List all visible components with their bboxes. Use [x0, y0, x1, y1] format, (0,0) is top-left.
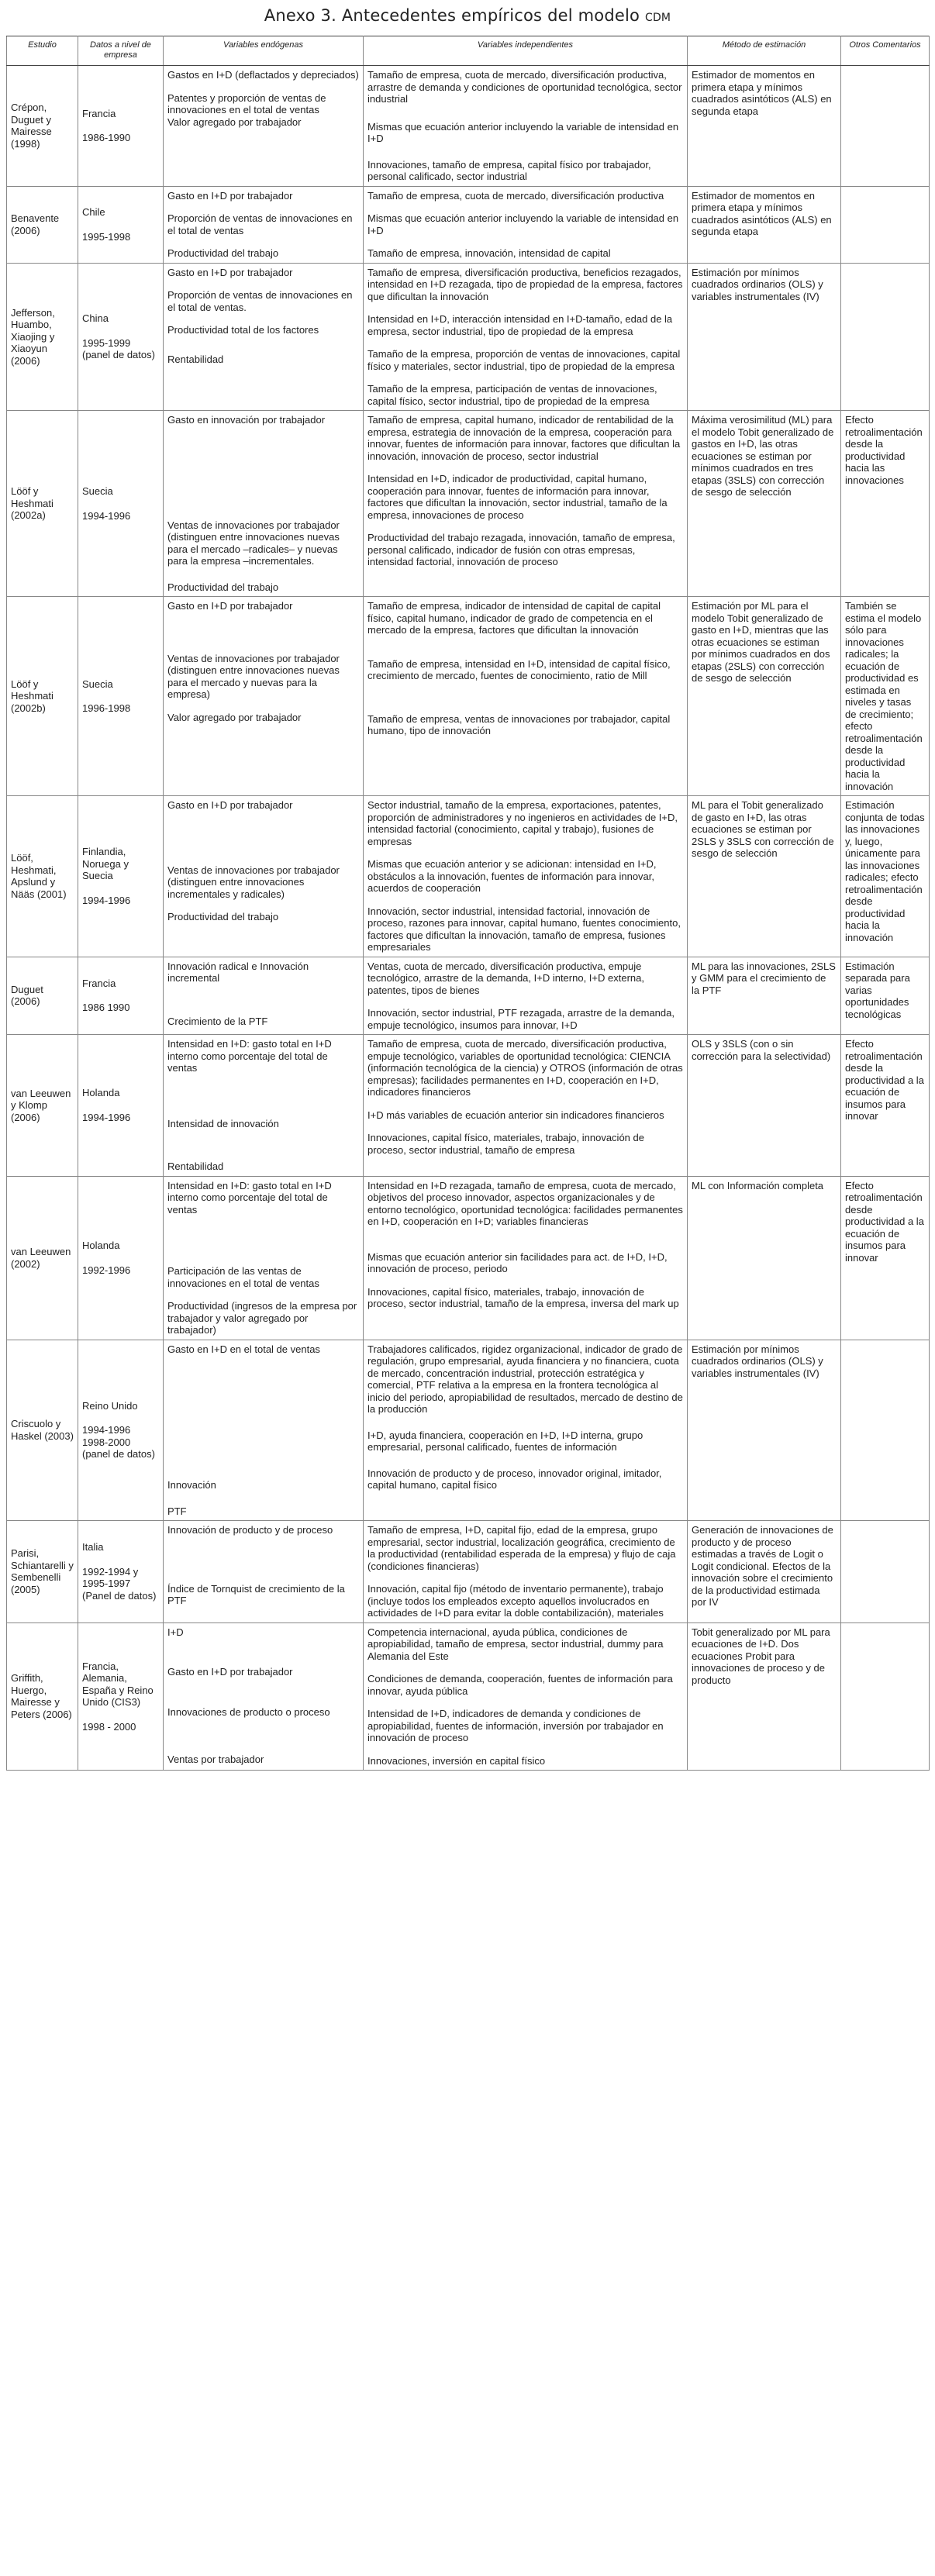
- firm-data-cell: [78, 957, 164, 1035]
- independent-cell: [364, 597, 688, 796]
- firm-paragraph: 1986 1990: [82, 1002, 130, 1014]
- header-method: Método de estimación: [688, 36, 841, 66]
- endogenous-cell: [164, 957, 364, 1035]
- other-paragraph: Efecto retroalimentación desde la productividad hacia las innovaciones: [845, 414, 923, 486]
- indep-paragraph: I+D más variables de ecuación anterior sin indicadores financieros: [367, 1109, 664, 1121]
- endog-paragraph: Ventas de innovaciones por trabajador (distinguen entre innovaciones nuevas para el mercado y nuevas para la empresa): [167, 652, 340, 700]
- firm-data-cell: [78, 411, 164, 597]
- title-model-abbrev: CDM: [644, 12, 671, 24]
- method-cell: [688, 186, 841, 263]
- indep-paragraph: Tamaño de empresa, cuota de mercado, diversificación productiva: [367, 189, 664, 202]
- table-row: [7, 66, 930, 187]
- method-paragraph: Estimación por ML para el modelo Tobit generalizado de gasto en I+D, mientras que las otras ecuaciones se estiman por mínimos cuadrados en dos etapas (2SLS) con corrección de sesgo de selección: [692, 600, 830, 684]
- comments-cell: [841, 263, 930, 411]
- method-paragraph: Estimación por mínimos cuadrados ordinarios (OLS) y variables instrumentales (IV): [692, 266, 823, 302]
- indep-paragraph: Intensidad en I+D, indicador de productividad, capital humano, cooperación para innovar, fuentes de información para innovar, factores que dificultan la innovación, sector industrial, tamaño de la empresa, innovaciones de proceso: [367, 473, 668, 521]
- firm-paragraph: Holanda: [82, 1087, 120, 1099]
- method-paragraph: ML para las innovaciones, 2SLS y GMM para el crecimiento de la PTF: [692, 960, 836, 996]
- endog-paragraph: Gasto en I+D por trabajador: [167, 189, 293, 202]
- table-row: [7, 263, 930, 411]
- indep-paragraph: Trabajadores calificados, rigidez organizacional, indicador de grado de regulación, grupo empresarial, ayuda financiera y no financiera, cuota de mercado, concentración industrial, protección estratégica y comercial, PTF relativa a la empresa en la frontera tecnológica al inicio del periodo, apropiabilidad de resultados, mercado de destino de la producción: [367, 1343, 683, 1415]
- independent-cell: [364, 263, 688, 411]
- endog-paragraph: Ventas por trabajador: [167, 1754, 264, 1765]
- indep-paragraph: Competencia internacional, ayuda pública, condiciones de apropiabilidad, tamaño de empresa, sector industrial, dummy para Alemania del Este: [367, 1626, 664, 1662]
- study-cell: Griffith, Huergo, Mairesse y Peters (2006): [7, 1623, 78, 1771]
- endogenous-cell: [164, 411, 364, 597]
- indep-paragraph: Innovación, capital fijo (método de inventario permanente), trabajo (incluye todos los empleados excepto aquellos involucrados en actividades de I+D para evitar la doble contabilización), materiales: [367, 1583, 664, 1619]
- endog-paragraph: Intensidad en I+D: gasto total en I+D interno como porcentaje del total de ventas: [167, 1038, 332, 1074]
- endog-paragraph: Rentabilidad: [167, 1160, 224, 1172]
- independent-cell: [364, 186, 688, 263]
- indep-paragraph: Sector industrial, tamaño de la empresa, exportaciones, patentes, proporción de administradores y no ingenieros en actividades de I+D, intensidad factorial (conocimiento, capital y trabajo), fusiones de empresas: [367, 799, 678, 847]
- study-cell: Lööf, Heshmati, Apslund y Nääs (2001): [7, 796, 78, 957]
- firm-paragraph: Francia: [82, 107, 116, 119]
- indep-paragraph: Innovaciones, capital físico, materiales, trabajo, innovación de proceso, sector industrial, tamaño de empresa: [367, 1132, 644, 1156]
- firm-data-cell: [78, 796, 164, 957]
- endog-paragraph: Valor agregado por trabajador: [167, 711, 302, 723]
- indep-paragraph: Innovación de producto y de proceso, innovador original, imitador, capital humano, capital físico: [367, 1467, 662, 1491]
- comments-cell: [841, 1521, 930, 1623]
- firm-paragraph: Francia, Alemania, España y Reino Unido (CIS3): [82, 1660, 154, 1708]
- firm-paragraph: 1995-1998: [82, 230, 131, 243]
- indep-paragraph: Innovaciones, inversión en capital físico: [367, 1754, 546, 1767]
- endogenous-cell: [164, 263, 364, 411]
- firm-paragraph: Finlandia, Noruega y Suecia: [82, 846, 129, 882]
- table-row: [7, 1521, 930, 1623]
- independent-cell: [364, 1035, 688, 1177]
- firm-paragraph: Holanda: [82, 1240, 120, 1251]
- comments-cell: [841, 1035, 930, 1177]
- endog-paragraph: Innovación radical e Innovación incremental: [167, 960, 309, 984]
- endog-paragraph: Ventas de innovaciones por trabajador (distinguen entre innovaciones nuevas para el mercado –radicales– y nuevas para la empresa –incrementales.: [167, 519, 340, 567]
- endog-paragraph: Gastos en I+D (deflactados y depreciados): [167, 69, 359, 81]
- other-paragraph: Efecto retroalimentación desde la productividad a la ecuación de insumos para innovar: [845, 1038, 924, 1122]
- indep-paragraph: Productividad del trabajo rezagada, innovación, tamaño de empresa, personal calificado, indicador de fusión con otras empresas, intensidad factorial, innovación de proceso: [367, 532, 675, 567]
- indep-paragraph: Intensidad de I+D, indicadores de demanda y condiciones de apropiabilidad, fuentes de información, inversión por trabajador en innovación de proceso: [367, 1708, 664, 1743]
- independent-cell: [364, 1176, 688, 1340]
- endog-paragraph: Intensidad de innovación: [167, 1117, 279, 1129]
- method-paragraph: ML con Información completa: [692, 1179, 824, 1191]
- empirical-antecedents-table: [6, 36, 930, 1771]
- method-cell: [688, 66, 841, 187]
- comments-cell: [841, 957, 930, 1035]
- independent-cell: [364, 411, 688, 597]
- firm-paragraph: China: [82, 312, 109, 324]
- indep-paragraph: Tamaño de empresa, I+D, capital fijo, edad de la empresa, grupo empresarial, sector industrial, localización geográfica, crecimiento de la productividad (rentabilidad esperada de la empresa) y flujo de caja (condiciones financieras): [367, 1524, 676, 1572]
- table-header-row: [7, 36, 930, 66]
- endogenous-cell: [164, 1035, 364, 1177]
- endog-paragraph: Gasto en I+D por trabajador: [167, 266, 293, 278]
- header-study: Estudio: [7, 36, 78, 66]
- firm-paragraph: 1994-1996: [82, 1111, 131, 1123]
- independent-cell: [364, 796, 688, 957]
- firm-data-cell: [78, 66, 164, 187]
- firm-paragraph: 1986-1990: [82, 132, 131, 144]
- study-cell: van Leeuwen (2002): [7, 1176, 78, 1340]
- endogenous-cell: [164, 597, 364, 796]
- firm-paragraph: 1998 - 2000: [82, 1720, 136, 1733]
- table-row: [7, 1340, 930, 1521]
- title-text: Anexo 3. Antecedentes empíricos del modelo: [264, 6, 640, 25]
- study-cell: Parisi, Schiantarelli y Sembenelli (2005): [7, 1521, 78, 1623]
- endogenous-cell: [164, 186, 364, 263]
- indep-paragraph: Innovaciones, capital físico, materiales, trabajo, innovación de proceso, sector industrial, tamaño de la empresa, inversa del mark up: [367, 1285, 679, 1309]
- indep-paragraph: Innovaciones, tamaño de empresa, capital físico por trabajador, personal calificado, sector industrial: [367, 158, 651, 182]
- table-row: [7, 186, 930, 263]
- endog-paragraph: Productividad del trabajo: [167, 581, 279, 593]
- firm-paragraph: 1995-1999 (panel de datos): [82, 336, 155, 360]
- endog-paragraph: Gasto en I+D por trabajador: [167, 600, 293, 612]
- indep-paragraph: Tamaño de empresa, ventas de innovaciones por trabajador, capital humano, tipo de innovación: [367, 712, 671, 736]
- study-cell: Benavente (2006): [7, 186, 78, 263]
- endogenous-cell: [164, 796, 364, 957]
- firm-data-cell: [78, 1340, 164, 1521]
- firm-data-cell: [78, 1035, 164, 1177]
- indep-paragraph: Tamaño de empresa, capital humano, indicador de rentabilidad de la empresa, estrategia de innovación de la empresa, cooperación para innovar, fuentes de información para innovar, factores que dificultan la innovación, innovación de proceso, sector industrial: [367, 414, 681, 462]
- endog-paragraph: Gasto en I+D por trabajador: [167, 1666, 293, 1678]
- endog-paragraph: Productividad total de los factores: [167, 324, 319, 336]
- comments-cell: [841, 1623, 930, 1771]
- endog-paragraph: Crecimiento de la PTF: [167, 1015, 268, 1027]
- method-paragraph: Máxima verosimilitud (ML) para el modelo Tobit generalizado de gastos en I+D, las otras ecuaciones se estiman por mínimos cuadrados en tres etapas (3SLS) con corrección de sesgo de selección: [692, 414, 834, 498]
- endog-paragraph: Productividad (ingresos de la empresa por trabajador y valor agregado por trabajador): [167, 1300, 357, 1336]
- endog-paragraph: Gasto en I+D en el total de ventas: [167, 1343, 320, 1355]
- indep-paragraph: Tamaño de empresa, diversificación productiva, beneficios rezagados, intensidad en I+D rezagada, tipo de propiedad de la empresa, factores que dificultan la innovación: [367, 266, 683, 302]
- indep-paragraph: Intensidad en I+D rezagada, tamaño de empresa, cuota de mercado, objetivos del proceso innovador, aspectos organizacionales y de entorno tecnológico, oportunidad tecnológica: facilidades permanentes en I+D, cooperación en I+D; variables financieras: [367, 1179, 683, 1227]
- firm-paragraph: 1994-1996 1998-2000 (panel de datos): [82, 1424, 155, 1460]
- method-cell: [688, 1340, 841, 1521]
- comments-cell: [841, 1176, 930, 1340]
- study-cell: Jefferson, Huambo, Xiaojing y Xiaoyun (2006): [7, 263, 78, 411]
- endog-paragraph: Intensidad en I+D: gasto total en I+D interno como porcentaje del total de ventas: [167, 1179, 332, 1216]
- header-endogenous: Variables endógenas: [164, 36, 364, 66]
- firm-paragraph: Reino Unido: [82, 1399, 138, 1412]
- independent-cell: [364, 66, 688, 187]
- firm-paragraph: Suecia: [82, 678, 113, 690]
- table-row: [7, 1176, 930, 1340]
- header-independent: Variables independientes: [364, 36, 688, 66]
- independent-cell: [364, 1623, 688, 1771]
- firm-paragraph: 1994-1996: [82, 509, 131, 522]
- table-row: [7, 1623, 930, 1771]
- method-cell: [688, 411, 841, 597]
- comments-cell: [841, 796, 930, 957]
- indep-paragraph: Mismas que ecuación anterior y se adicionan: intensidad en I+D, obstáculos a la innovación, fuentes de información para innovar, acuerdos de cooperación: [367, 858, 657, 894]
- method-paragraph: OLS y 3SLS (con o sin corrección para la selectividad): [692, 1038, 831, 1062]
- independent-cell: [364, 1340, 688, 1521]
- table-row: [7, 597, 930, 796]
- study-cell: Lööf y Heshmati (2002a): [7, 411, 78, 597]
- endog-paragraph: Participación de las ventas de innovaciones en el total de ventas: [167, 1265, 319, 1289]
- method-cell: [688, 796, 841, 957]
- indep-paragraph: Mismas que ecuación anterior incluyendo la variable de intensidad en I+D: [367, 120, 679, 144]
- table-row: [7, 1035, 930, 1177]
- endog-paragraph: Proporción de ventas de innovaciones en el total de ventas: [167, 212, 353, 236]
- endog-paragraph: Innovaciones de producto o proceso: [167, 1705, 330, 1718]
- firm-data-cell: [78, 1623, 164, 1771]
- method-paragraph: ML para el Tobit generalizado de gasto en I+D, las otras ecuaciones se estiman por 2SLS y 3SLS con corrección de sesgo de selección: [692, 799, 834, 859]
- comments-cell: [841, 186, 930, 263]
- header-firm-data: Datos a nivel de empresa: [78, 36, 164, 66]
- endogenous-cell: [164, 1176, 364, 1340]
- method-cell: [688, 957, 841, 1035]
- other-paragraph: También se estima el modelo sólo para innovaciones radicales; la ecuación de productividad es estimada en niveles y tasas de crecimiento; efecto retroalimentación desde la productividad hacia la innovación: [845, 600, 923, 792]
- indep-paragraph: Tamaño de empresa, innovación, intensidad de capital: [367, 247, 611, 259]
- indep-paragraph: Mismas que ecuación anterior sin facilidades para act. de I+D, I+D, innovación de proceso, periodo: [367, 1250, 668, 1274]
- endog-paragraph: I+D: [167, 1626, 184, 1638]
- firm-data-cell: [78, 186, 164, 263]
- endog-paragraph: Proporción de ventas de innovaciones en el total de ventas.: [167, 289, 353, 313]
- endog-paragraph: Valor agregado por trabajador: [167, 116, 302, 128]
- firm-paragraph: Italia: [82, 1541, 104, 1554]
- indep-paragraph: Intensidad en I+D, interacción intensidad en I+D-tamaño, edad de la empresa, sector industrial, tipo de propiedad de la empresa: [367, 313, 673, 337]
- method-paragraph: Estimador de momentos en primera etapa y mínimos cuadrados asintóticos (ALS) en segunda etapa: [692, 69, 832, 117]
- indep-paragraph: Condiciones de demanda, cooperación, fuentes de información para innovar, ayuda pública: [367, 1673, 673, 1697]
- comments-cell: [841, 1340, 930, 1521]
- study-cell: Crépon, Duguet y Mairesse (1998): [7, 66, 78, 187]
- study-cell: van Leeuwen y Klomp (2006): [7, 1035, 78, 1177]
- endogenous-cell: [164, 1340, 364, 1521]
- method-paragraph: Tobit generalizado por ML para ecuaciones de I+D. Dos ecuaciones Probit para innovaciones de proceso y de producto: [692, 1626, 830, 1686]
- page-title: [6, 6, 929, 25]
- independent-cell: [364, 1521, 688, 1623]
- firm-paragraph: 1992-1996: [82, 1264, 131, 1276]
- endog-paragraph: Patentes y proporción de ventas de innovaciones en el total de ventas: [167, 91, 326, 116]
- endogenous-cell: [164, 1623, 364, 1771]
- method-cell: [688, 1176, 841, 1340]
- endogenous-cell: [164, 1521, 364, 1623]
- annex-sheet: [6, 6, 929, 1771]
- firm-data-cell: [78, 263, 164, 411]
- endog-paragraph: Innovación de producto y de proceso: [167, 1524, 333, 1536]
- study-cell: Criscuolo y Haskel (2003): [7, 1340, 78, 1521]
- table-row: [7, 796, 930, 957]
- indep-paragraph: Tamaño de empresa, intensidad en I+D, intensidad de capital físico, crecimiento de mercado, fuentes de conocimiento, ratio de Mill: [367, 657, 671, 681]
- endog-paragraph: Índice de Tornquist de crecimiento de la PTF: [167, 1582, 345, 1606]
- indep-paragraph: I+D, ayuda financiera, cooperación en I+D, I+D interna, grupo empresarial, personal calificado, fuentes de información: [367, 1429, 643, 1453]
- firm-data-cell: [78, 597, 164, 796]
- method-paragraph: Estimación por mínimos cuadrados ordinarios (OLS) y variables instrumentales (IV): [692, 1343, 823, 1379]
- endog-paragraph: Gasto en I+D por trabajador: [167, 799, 293, 811]
- method-cell: [688, 263, 841, 411]
- table-row: [7, 957, 930, 1035]
- indep-paragraph: Tamaño de empresa, indicador de intensidad de capital de capital físico, capital humano, indicador de grado de competencia en el mercado de la empresa, factores que dificultan la innovación: [367, 600, 661, 636]
- indep-paragraph: Tamaño de empresa, cuota de mercado, diversificación productiva, empuje tecnológico, variables de oportunidad tecnológica: CIENCIA (información tecnológica de la ciencia) y OTROS (información de otras empresas); facilidades permanentes en I+D, cooperación en I+D, indicadores financieros: [367, 1038, 683, 1098]
- endog-paragraph: Gasto en innovación por trabajador: [167, 414, 326, 426]
- comments-cell: [841, 597, 930, 796]
- method-cell: [688, 1521, 841, 1623]
- firm-paragraph: Chile: [82, 206, 105, 218]
- study-cell: Lööf y Heshmati (2002b): [7, 597, 78, 796]
- method-cell: [688, 1623, 841, 1771]
- indep-paragraph: Ventas, cuota de mercado, diversificación productiva, empuje tecnológico, arrastre de la demanda, I+D interno, I+D externa, patentes, tipos de bienes: [367, 960, 644, 996]
- endog-paragraph: Innovación: [167, 1479, 216, 1491]
- endogenous-cell: [164, 66, 364, 187]
- independent-cell: [364, 957, 688, 1035]
- firm-paragraph: 1992-1994 y 1995-1997 (Panel de datos): [82, 1565, 157, 1602]
- indep-paragraph: Tamaño de la empresa, proporción de ventas de innovaciones, capital físico y materiales, sector industrial, tipo de propiedad de la empresa: [367, 348, 681, 372]
- firm-data-cell: [78, 1176, 164, 1340]
- firm-paragraph: Francia: [82, 977, 116, 989]
- firm-data-cell: [78, 1521, 164, 1623]
- table-row: [7, 411, 930, 597]
- method-cell: [688, 1035, 841, 1177]
- method-cell: [688, 597, 841, 796]
- indep-paragraph: Innovación, sector industrial, intensidad factorial, innovación de proceso, razones para innovar, capital humano, fuentes conocimiento, factores que dificultan la innovación, tamaño de empresa, fusiones empresariales: [367, 905, 681, 953]
- method-paragraph: Generación de innovaciones de producto y de proceso estimadas a través de Logit o Logit condicional. Efectos de la innovación sobre el crecimiento de la productividad estimada por IV: [692, 1524, 833, 1608]
- endog-paragraph: PTF: [167, 1505, 187, 1517]
- study-cell: Duguet (2006): [7, 957, 78, 1035]
- firm-paragraph: 1994-1996: [82, 894, 131, 906]
- endog-paragraph: Productividad del trabajo: [167, 911, 279, 922]
- comments-cell: [841, 66, 930, 187]
- comments-cell: [841, 411, 930, 597]
- other-paragraph: Efecto retroalimentación desde productividad a la ecuación de insumos para innovar: [845, 1179, 924, 1264]
- endog-paragraph: Productividad del trabajo: [167, 247, 279, 259]
- indep-paragraph: Innovación, sector industrial, PTF rezagada, arrastre de la demanda, empuje tecnológico, insumos para innovar, I+D: [367, 1007, 675, 1031]
- endog-paragraph: Ventas de innovaciones por trabajador (distinguen entre innovaciones incrementales y radicales): [167, 864, 340, 900]
- other-paragraph: Estimación separada para varias oportunidades tecnológicas: [845, 960, 910, 1020]
- indep-paragraph: Mismas que ecuación anterior incluyendo la variable de intensidad en I+D: [367, 212, 679, 236]
- other-paragraph: Estimación conjunta de todas las innovaciones y, luego, únicamente para las innovaciones radicales; efecto retroalimentación desde productividad hacia la innovación: [845, 799, 925, 943]
- endog-paragraph: Rentabilidad: [167, 353, 224, 365]
- firm-paragraph: 1996-1998: [82, 702, 131, 714]
- firm-paragraph: Suecia: [82, 485, 113, 497]
- indep-paragraph: Tamaño de la empresa, participación de ventas de innovaciones, capital físico, sector industrial, tipo de propiedad de la empresa: [367, 383, 657, 407]
- method-paragraph: Estimador de momentos en primera etapa y mínimos cuadrados asintóticos (ALS) en segunda etapa: [692, 189, 832, 237]
- header-comments: Otros Comentarios: [841, 36, 930, 66]
- indep-paragraph: Tamaño de empresa, cuota de mercado, diversificación productiva, arrastre de demanda y condiciones de oportunidad tecnológica, sector industrial: [367, 69, 682, 105]
